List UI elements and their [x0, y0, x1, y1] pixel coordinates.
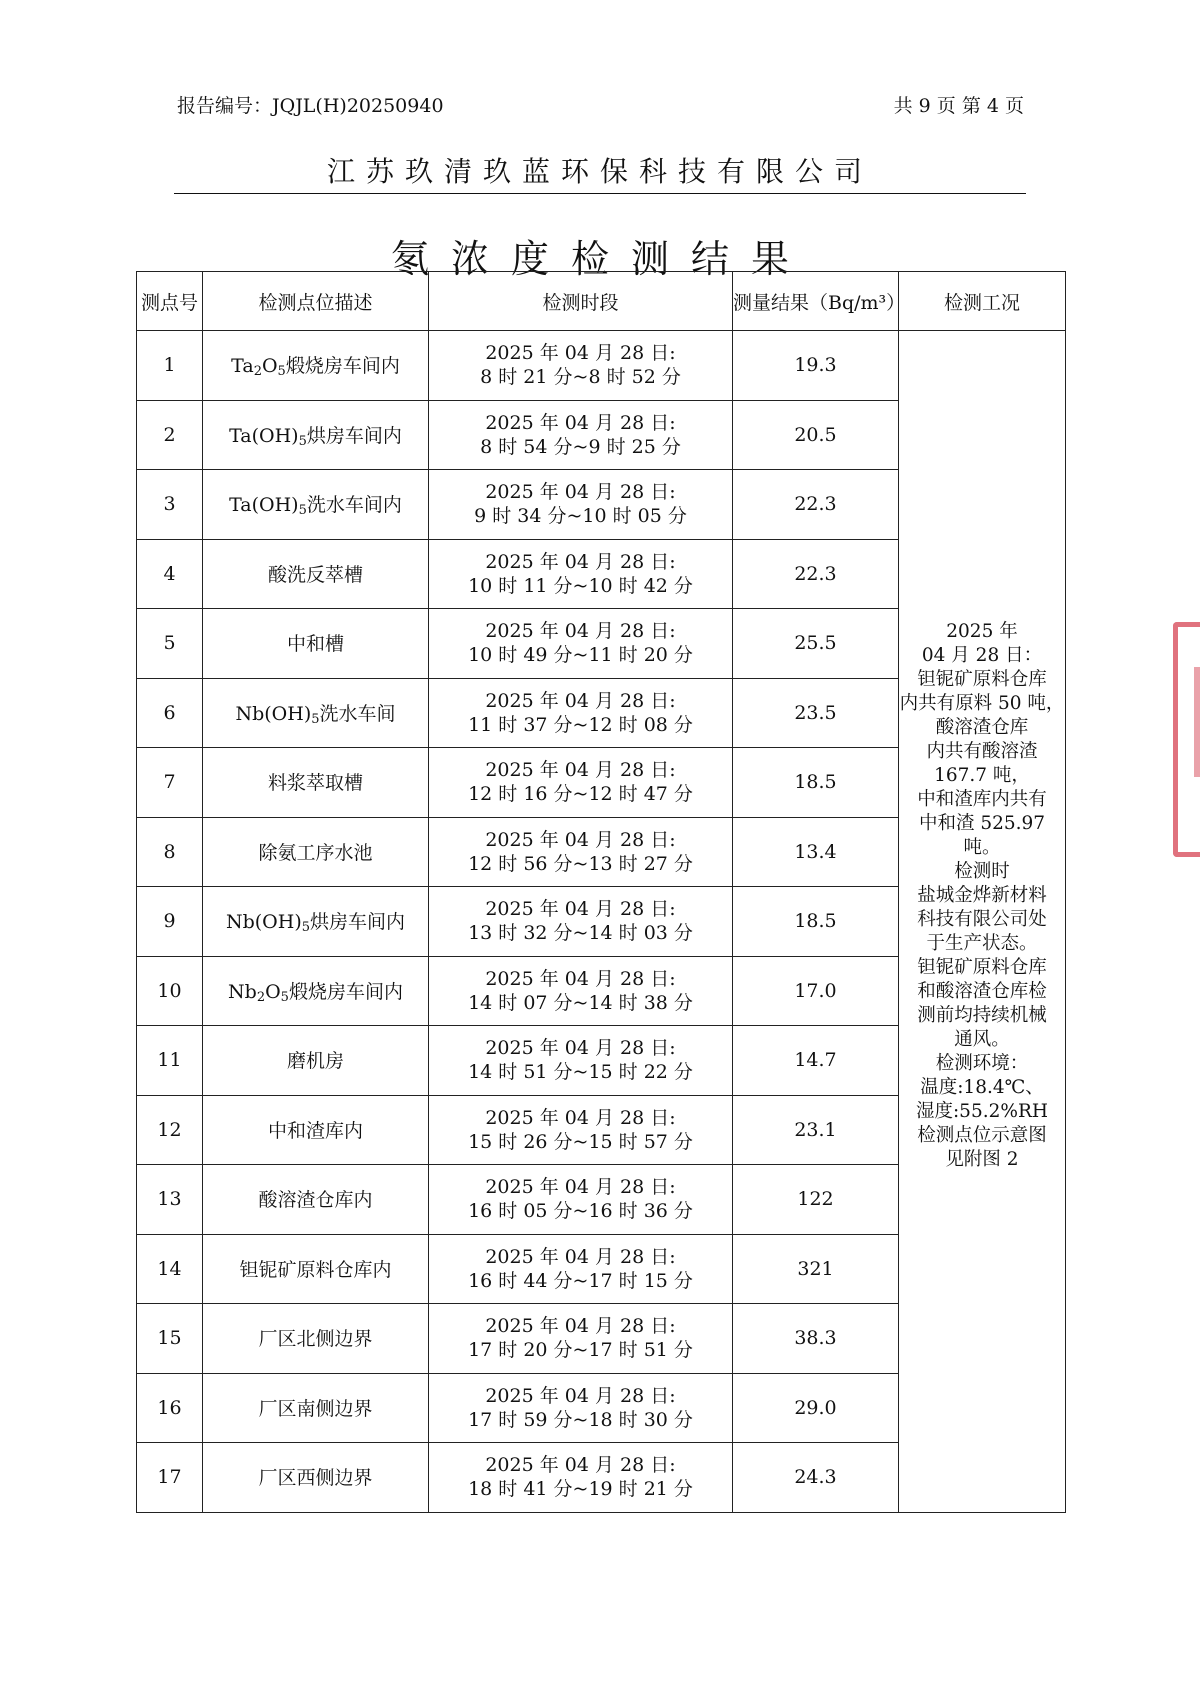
location-desc — [203, 609, 429, 679]
location-desc — [203, 1095, 429, 1165]
point-no: 2 — [137, 400, 203, 470]
condition-line: 内共有原料 50 吨， — [899, 693, 1065, 715]
company-name: 江苏玖清玖蓝环保科技有限公司 — [326, 155, 873, 188]
condition-line: 测前均持续机械 — [917, 1005, 1047, 1027]
detection-conditions — [899, 331, 1066, 1513]
period-date: 2025 年 04 月 28 日: — [485, 828, 676, 851]
location-part-a: 除氨工序水池 — [258, 841, 373, 864]
measurement-result: 321 — [733, 1234, 899, 1304]
seal-stamp-fill — [1194, 667, 1200, 777]
period-time: 15 时 26 分~15 时 57 分 — [468, 1130, 693, 1153]
measurement-result: 22.3 — [733, 470, 899, 540]
time-period — [429, 956, 733, 1026]
location-sub-2: 5 — [277, 364, 286, 380]
location-desc — [203, 1373, 429, 1443]
measurement-result: 29.0 — [733, 1373, 899, 1443]
location-part-c: 煅烧房车间内 — [285, 355, 400, 378]
measurement-result: 22.3 — [733, 539, 899, 609]
location-desc — [203, 887, 429, 957]
period-time: 10 时 49 分~11 时 20 分 — [468, 644, 693, 667]
period-time: 9 时 34 分~10 时 05 分 — [474, 505, 687, 528]
measurement-result: 17.0 — [733, 956, 899, 1026]
condition-line: 钽铌矿原料仓库 — [917, 957, 1047, 979]
table-row — [137, 331, 1066, 401]
point-no: 5 — [137, 609, 203, 679]
location-part-a: 厂区西侧边界 — [258, 1467, 373, 1490]
location-part-a: Ta — [231, 355, 254, 378]
period-time: 14 时 51 分~15 时 22 分 — [468, 1061, 693, 1084]
location-desc — [203, 678, 429, 748]
measurement-result: 19.3 — [733, 331, 899, 401]
measurement-result: 24.3 — [733, 1443, 899, 1513]
period-date: 2025 年 04 月 28 日: — [485, 1176, 676, 1199]
period-time: 18 时 41 分~19 时 21 分 — [468, 1478, 693, 1501]
location-desc — [203, 470, 429, 540]
time-period — [429, 1026, 733, 1096]
location-sub-1: 5 — [298, 503, 307, 519]
period-time: 8 时 21 分~8 时 52 分 — [480, 366, 681, 389]
location-part-a: 厂区南侧边界 — [258, 1397, 373, 1420]
location-desc — [203, 400, 429, 470]
measurement-result: 18.5 — [733, 887, 899, 957]
time-period — [429, 887, 733, 957]
time-period — [429, 539, 733, 609]
period-date: 2025 年 04 月 28 日: — [485, 620, 676, 643]
time-period — [429, 748, 733, 818]
measurement-result: 23.1 — [733, 1095, 899, 1165]
point-no: 8 — [137, 817, 203, 887]
condition-line: 检测环境： — [935, 1053, 1029, 1075]
period-time: 8 时 54 分~9 时 25 分 — [480, 435, 681, 458]
time-period — [429, 331, 733, 401]
period-date: 2025 年 04 月 28 日: — [485, 1245, 676, 1268]
time-period — [429, 1304, 733, 1374]
measurement-result: 14.7 — [733, 1026, 899, 1096]
period-date: 2025 年 04 月 28 日: — [485, 342, 676, 365]
point-no: 17 — [137, 1443, 203, 1513]
condition-line: 温度:18.4℃、 — [920, 1077, 1044, 1099]
condition-line: 湿度:55.2%RH — [915, 1101, 1049, 1123]
location-part-a: Nb(OH) — [235, 702, 312, 725]
header-period: 检测时段 — [429, 272, 733, 331]
location-desc — [203, 539, 429, 609]
condition-line: 中和渣 525.97 吨。 — [918, 813, 1046, 859]
condition-line: 酸溶渣仓库 — [935, 717, 1029, 739]
location-sub-1: 2 — [253, 364, 262, 380]
period-date: 2025 年 04 月 28 日: — [485, 1454, 676, 1477]
point-no: 4 — [137, 539, 203, 609]
time-period — [429, 470, 733, 540]
period-time: 13 时 32 分~14 时 03 分 — [468, 922, 693, 945]
location-part-a: 磨机房 — [286, 1050, 344, 1073]
location-sub-1: 5 — [298, 433, 307, 449]
period-time: 12 时 56 分~13 时 27 分 — [468, 852, 693, 875]
period-date: 2025 年 04 月 28 日: — [485, 550, 676, 573]
time-period — [429, 400, 733, 470]
condition-line: 中和渣库内共有 — [917, 789, 1047, 811]
period-date: 2025 年 04 月 28 日: — [485, 1106, 676, 1129]
condition-line: 检测点位示意图 — [917, 1125, 1047, 1147]
period-time: 17 时 20 分~17 时 51 分 — [468, 1339, 693, 1362]
location-part-a: 中和渣库内 — [267, 1119, 363, 1142]
measurement-result: 20.5 — [733, 400, 899, 470]
location-part-a: Ta(OH) — [229, 494, 299, 517]
period-date: 2025 年 04 月 28 日: — [485, 1384, 676, 1407]
location-desc — [203, 331, 429, 401]
condition-line: 见附图 2 — [945, 1149, 1019, 1171]
period-date: 2025 年 04 月 28 日: — [485, 1037, 676, 1060]
period-time: 14 时 07 分~14 时 38 分 — [468, 991, 693, 1014]
location-sub-2: 5 — [280, 989, 289, 1005]
header-point-no: 测点号 — [137, 272, 203, 331]
location-part-b: O — [265, 980, 281, 1003]
condition-line: 于生产状态。 — [926, 933, 1038, 955]
location-part-c: 煅烧房车间内 — [288, 980, 403, 1003]
location-part-a: 中和槽 — [286, 633, 344, 656]
measurement-result: 38.3 — [733, 1304, 899, 1374]
location-part-a: 酸溶渣仓库内 — [258, 1189, 373, 1212]
period-time: 10 时 11 分~10 时 42 分 — [468, 574, 693, 597]
measurement-result: 23.5 — [733, 678, 899, 748]
period-time: 11 时 37 分~12 时 08 分 — [468, 713, 693, 736]
point-no: 15 — [137, 1304, 203, 1374]
measurement-result: 18.5 — [733, 748, 899, 818]
period-date: 2025 年 04 月 28 日: — [485, 1315, 676, 1338]
location-part-a: Ta(OH) — [229, 424, 299, 447]
location-sub-1: 5 — [301, 920, 311, 936]
period-date: 2025 年 04 月 28 日: — [485, 481, 676, 504]
point-no: 16 — [137, 1373, 203, 1443]
location-part-a: 酸洗反萃槽 — [267, 563, 363, 586]
location-part-b: O — [261, 355, 278, 378]
time-period — [429, 609, 733, 679]
location-desc — [203, 956, 429, 1026]
header-condition: 检测工况 — [899, 272, 1066, 331]
period-time: 17 时 59 分~18 时 30 分 — [468, 1408, 693, 1431]
condition-line: 167.7 吨， — [934, 765, 1030, 787]
header-result: 测量结果（Bq/m³） — [733, 272, 899, 331]
header-location: 检测点位描述 — [203, 272, 429, 331]
header-rule — [174, 193, 1026, 194]
period-date: 2025 年 04 月 28 日: — [485, 689, 676, 712]
point-no: 6 — [137, 678, 203, 748]
time-period — [429, 1373, 733, 1443]
measurement-result: 13.4 — [733, 817, 899, 887]
measurement-result: 122 — [733, 1165, 899, 1235]
condition-line: 04 月 28 日： — [921, 645, 1043, 667]
period-time: 16 时 05 分~16 时 36 分 — [468, 1200, 693, 1223]
location-part-b: 烘房车间内 — [306, 424, 402, 447]
point-no: 3 — [137, 470, 203, 540]
location-part-a: Nb(OH) — [225, 911, 302, 934]
point-no: 7 — [137, 748, 203, 818]
location-part-a: 钽铌矿原料仓库内 — [239, 1258, 392, 1281]
time-period — [429, 817, 733, 887]
page-info: 共 9 页 第 4 页 — [893, 95, 1024, 117]
seal-stamp — [1173, 622, 1200, 857]
location-sub-1: 2 — [256, 989, 266, 1005]
condition-line: 通风。 — [954, 1029, 1010, 1051]
location-desc — [203, 1234, 429, 1304]
location-part-b: 烘房车间内 — [310, 911, 406, 934]
location-desc — [203, 1304, 429, 1374]
time-period — [429, 1234, 733, 1304]
time-period — [429, 1165, 733, 1235]
condition-line: 钽铌矿原料仓库 — [917, 669, 1047, 691]
period-date: 2025 年 04 月 28 日: — [485, 898, 676, 921]
location-desc — [203, 1443, 429, 1513]
condition-line: 内共有酸溶渣 — [926, 741, 1038, 763]
location-sub-1: 5 — [311, 711, 320, 727]
page-title: 氡浓度检测结果 — [390, 237, 811, 281]
condition-line: 2025 年 — [946, 621, 1018, 643]
point-no: 9 — [137, 887, 203, 957]
location-desc — [203, 748, 429, 818]
point-no: 10 — [137, 956, 203, 1026]
location-part-a: 厂区北侧边界 — [258, 1328, 373, 1351]
point-no: 13 — [137, 1165, 203, 1235]
time-period — [429, 678, 733, 748]
period-date: 2025 年 04 月 28 日: — [485, 411, 676, 434]
table-header-row — [137, 272, 1066, 331]
condition-line: 盐城金烨新材料 — [917, 885, 1047, 907]
point-no: 11 — [137, 1026, 203, 1096]
point-no: 14 — [137, 1234, 203, 1304]
period-time: 12 时 16 分~12 时 47 分 — [468, 783, 693, 806]
condition-line: 和酸溶渣仓库检 — [917, 981, 1047, 1003]
condition-line: 科技有限公司处 — [917, 909, 1047, 931]
point-no: 1 — [137, 331, 203, 401]
location-part-a: 料浆萃取槽 — [267, 772, 363, 795]
location-part-b: 洗水车间内 — [306, 494, 402, 517]
measurement-result: 25.5 — [733, 609, 899, 679]
location-part-a: Nb — [228, 980, 257, 1003]
time-period — [429, 1095, 733, 1165]
report-number: 报告编号：JQJL(H)20250940 — [177, 95, 444, 117]
results-table — [136, 271, 1066, 1513]
period-date: 2025 年 04 月 28 日: — [485, 759, 676, 782]
period-time: 16 时 44 分~17 时 15 分 — [468, 1269, 693, 1292]
time-period — [429, 1443, 733, 1513]
point-no: 12 — [137, 1095, 203, 1165]
location-part-b: 洗水车间 — [319, 702, 396, 725]
condition-line: 检测时 — [954, 861, 1010, 883]
location-desc — [203, 817, 429, 887]
location-desc — [203, 1026, 429, 1096]
location-desc — [203, 1165, 429, 1235]
period-date: 2025 年 04 月 28 日: — [485, 967, 676, 990]
